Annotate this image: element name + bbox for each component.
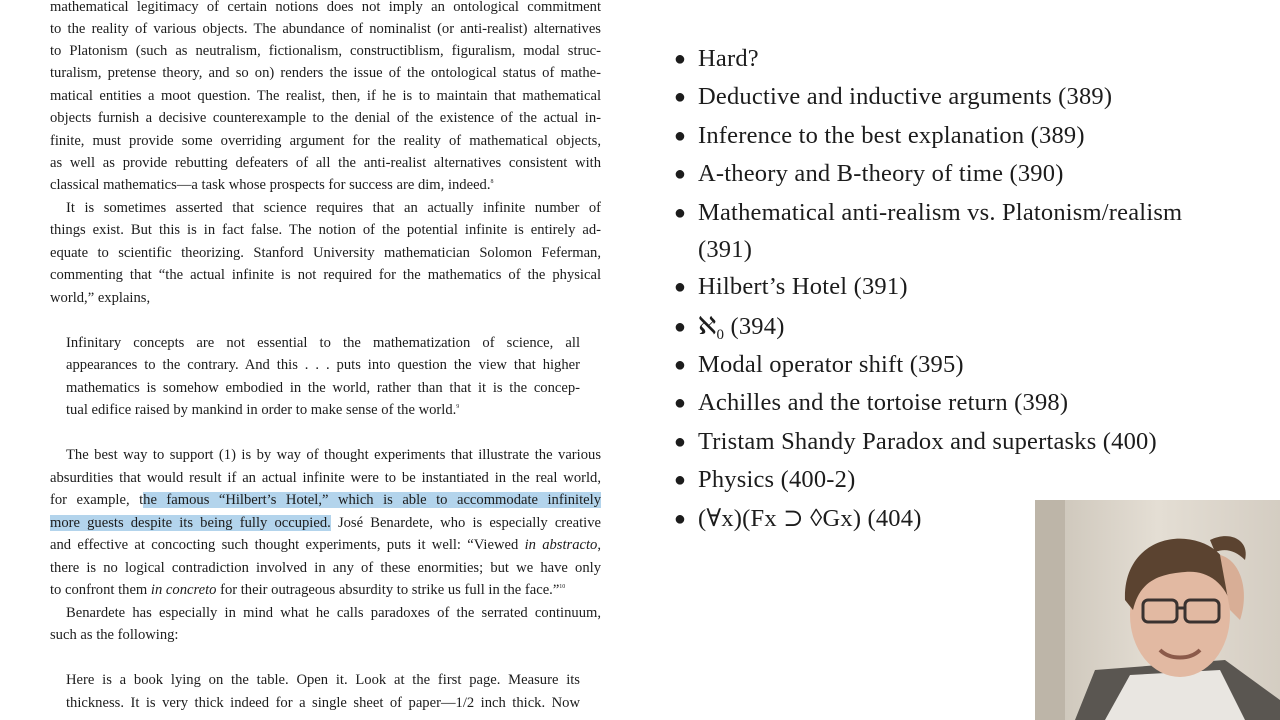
book-line: equate to scientific theorizing. Stanford University mathematician Solomon Feferman, [50,245,601,261]
footnote-marker: 8 [490,179,494,185]
bullet-icon: ● [673,86,687,108]
italic-phrase: in abstracto [524,537,598,553]
block-quote-line: tual edifice raised by mankind in order to make sense of the world.$^9$ [66,402,460,418]
book-line: commenting that “the actual infinite is not required for the mathematics of the physical [50,267,601,283]
book-line: finite, must provide some overriding argument for the reality of mathematical objects, [50,133,601,149]
book-line[interactable]: more guests despite its being fully occupied. José Benardete, who is especially creative [50,515,601,531]
bullet-icon: ● [673,508,687,530]
block-quote-line: thickness. It is very thick indeed for a single sheet of paper—1/2 inch thick. Now [66,695,580,711]
book-line: and effective at concocting such thought experiments, puts it well: “Viewed in abstracto, [50,537,601,553]
book-line: mathematical legitimacy of certain notions does not imply an ontological commitment [50,0,601,15]
bullet-icon: ● [673,48,687,70]
aleph-subscript: 0 [716,327,725,343]
book-line: world,” explains, [50,290,151,306]
bullet-icon: ● [673,202,687,224]
aleph-symbol: ℵ [698,313,717,340]
block-quote-line: Here is a book lying on the table. Open it. Look at the first page. Measure its [66,672,580,688]
book-line: classical mathematics—a task whose prospects for success are dim, indeed.$^8$ [50,177,494,193]
book-page [50,0,601,720]
text-selection-highlight[interactable]: more guests despite its being fully occupied. [50,515,331,531]
book-line: to Platonism (such as neutralism, fictionalism, constructiblism, figuralism, modal struc- [50,43,601,59]
bullet-icon: ● [673,469,687,491]
footnote-marker: 9 [456,404,460,410]
book-line: there is no logical contradiction involved in any of these enormities; but we have only [50,560,601,576]
presenter-video-icon [1035,500,1280,720]
text-selection-highlight[interactable]: he famous “Hilbert’s Hotel,” which is able to accommodate infinitely [143,492,601,508]
book-line[interactable]: for example, the famous “Hilbert’s Hotel,” which is able to accommodate infinitely [50,492,601,508]
bullet-icon: ● [673,276,687,298]
webcam-overlay [1035,500,1280,720]
bullet-icon: ● [673,354,687,376]
book-line: It is sometimes asserted that science requires that an actually infinite number of [66,200,601,216]
bullet-icon: ● [673,392,687,414]
block-quote-line: Infinitary concepts are not essential to the mathematization of science, all [66,335,580,351]
book-line: to confront them in concreto for their outrageous absurdity to strike us full in the face.”$^{10}$ [50,582,566,598]
bullet-icon: ● [673,316,687,338]
block-quote-line: mathematics is somehow embodied in the world, rather than that it is the concep- [66,380,580,396]
book-line: to the reality of various objects. The abundance of nominalist (or anti-realist) alternatives [50,21,601,37]
book-line: objects furnish a decisive counterexample to the denial of the existence of the actual in- [50,110,601,126]
bullet-icon: ● [673,431,687,453]
book-line: The best way to support (1) is by way of thought experiments that illustrate the various [66,447,601,463]
book-line: matical entities a moot question. The realist, then, if he is to maintain that mathematical [50,88,601,104]
italic-phrase: in concreto [150,582,217,598]
book-line: as well as provide rebutting defeaters of all the anti-realist alternatives consistent with [50,155,601,171]
bullet-icon: ● [673,125,687,147]
footnote-marker: 10 [559,584,566,590]
book-line: absurdities that would result if an actual infinite were to be instantiated in the real world, [50,470,601,486]
block-quote-line: appearances to the contrary. And this . . . puts into question the view that higher [66,357,580,373]
book-line: turalism, pretense theory, and so on) renders the issue of the ontological status of mathe- [50,65,601,81]
book-line: things exist. But this is in fact false. The notion of the potential infinite is entirely ad- [50,222,601,238]
bullet-icon: ● [673,163,687,185]
book-line: such as the following: [50,627,179,643]
book-line: Benardete has especially in mind what he calls paradoxes of the serrated continuum, [66,605,601,621]
